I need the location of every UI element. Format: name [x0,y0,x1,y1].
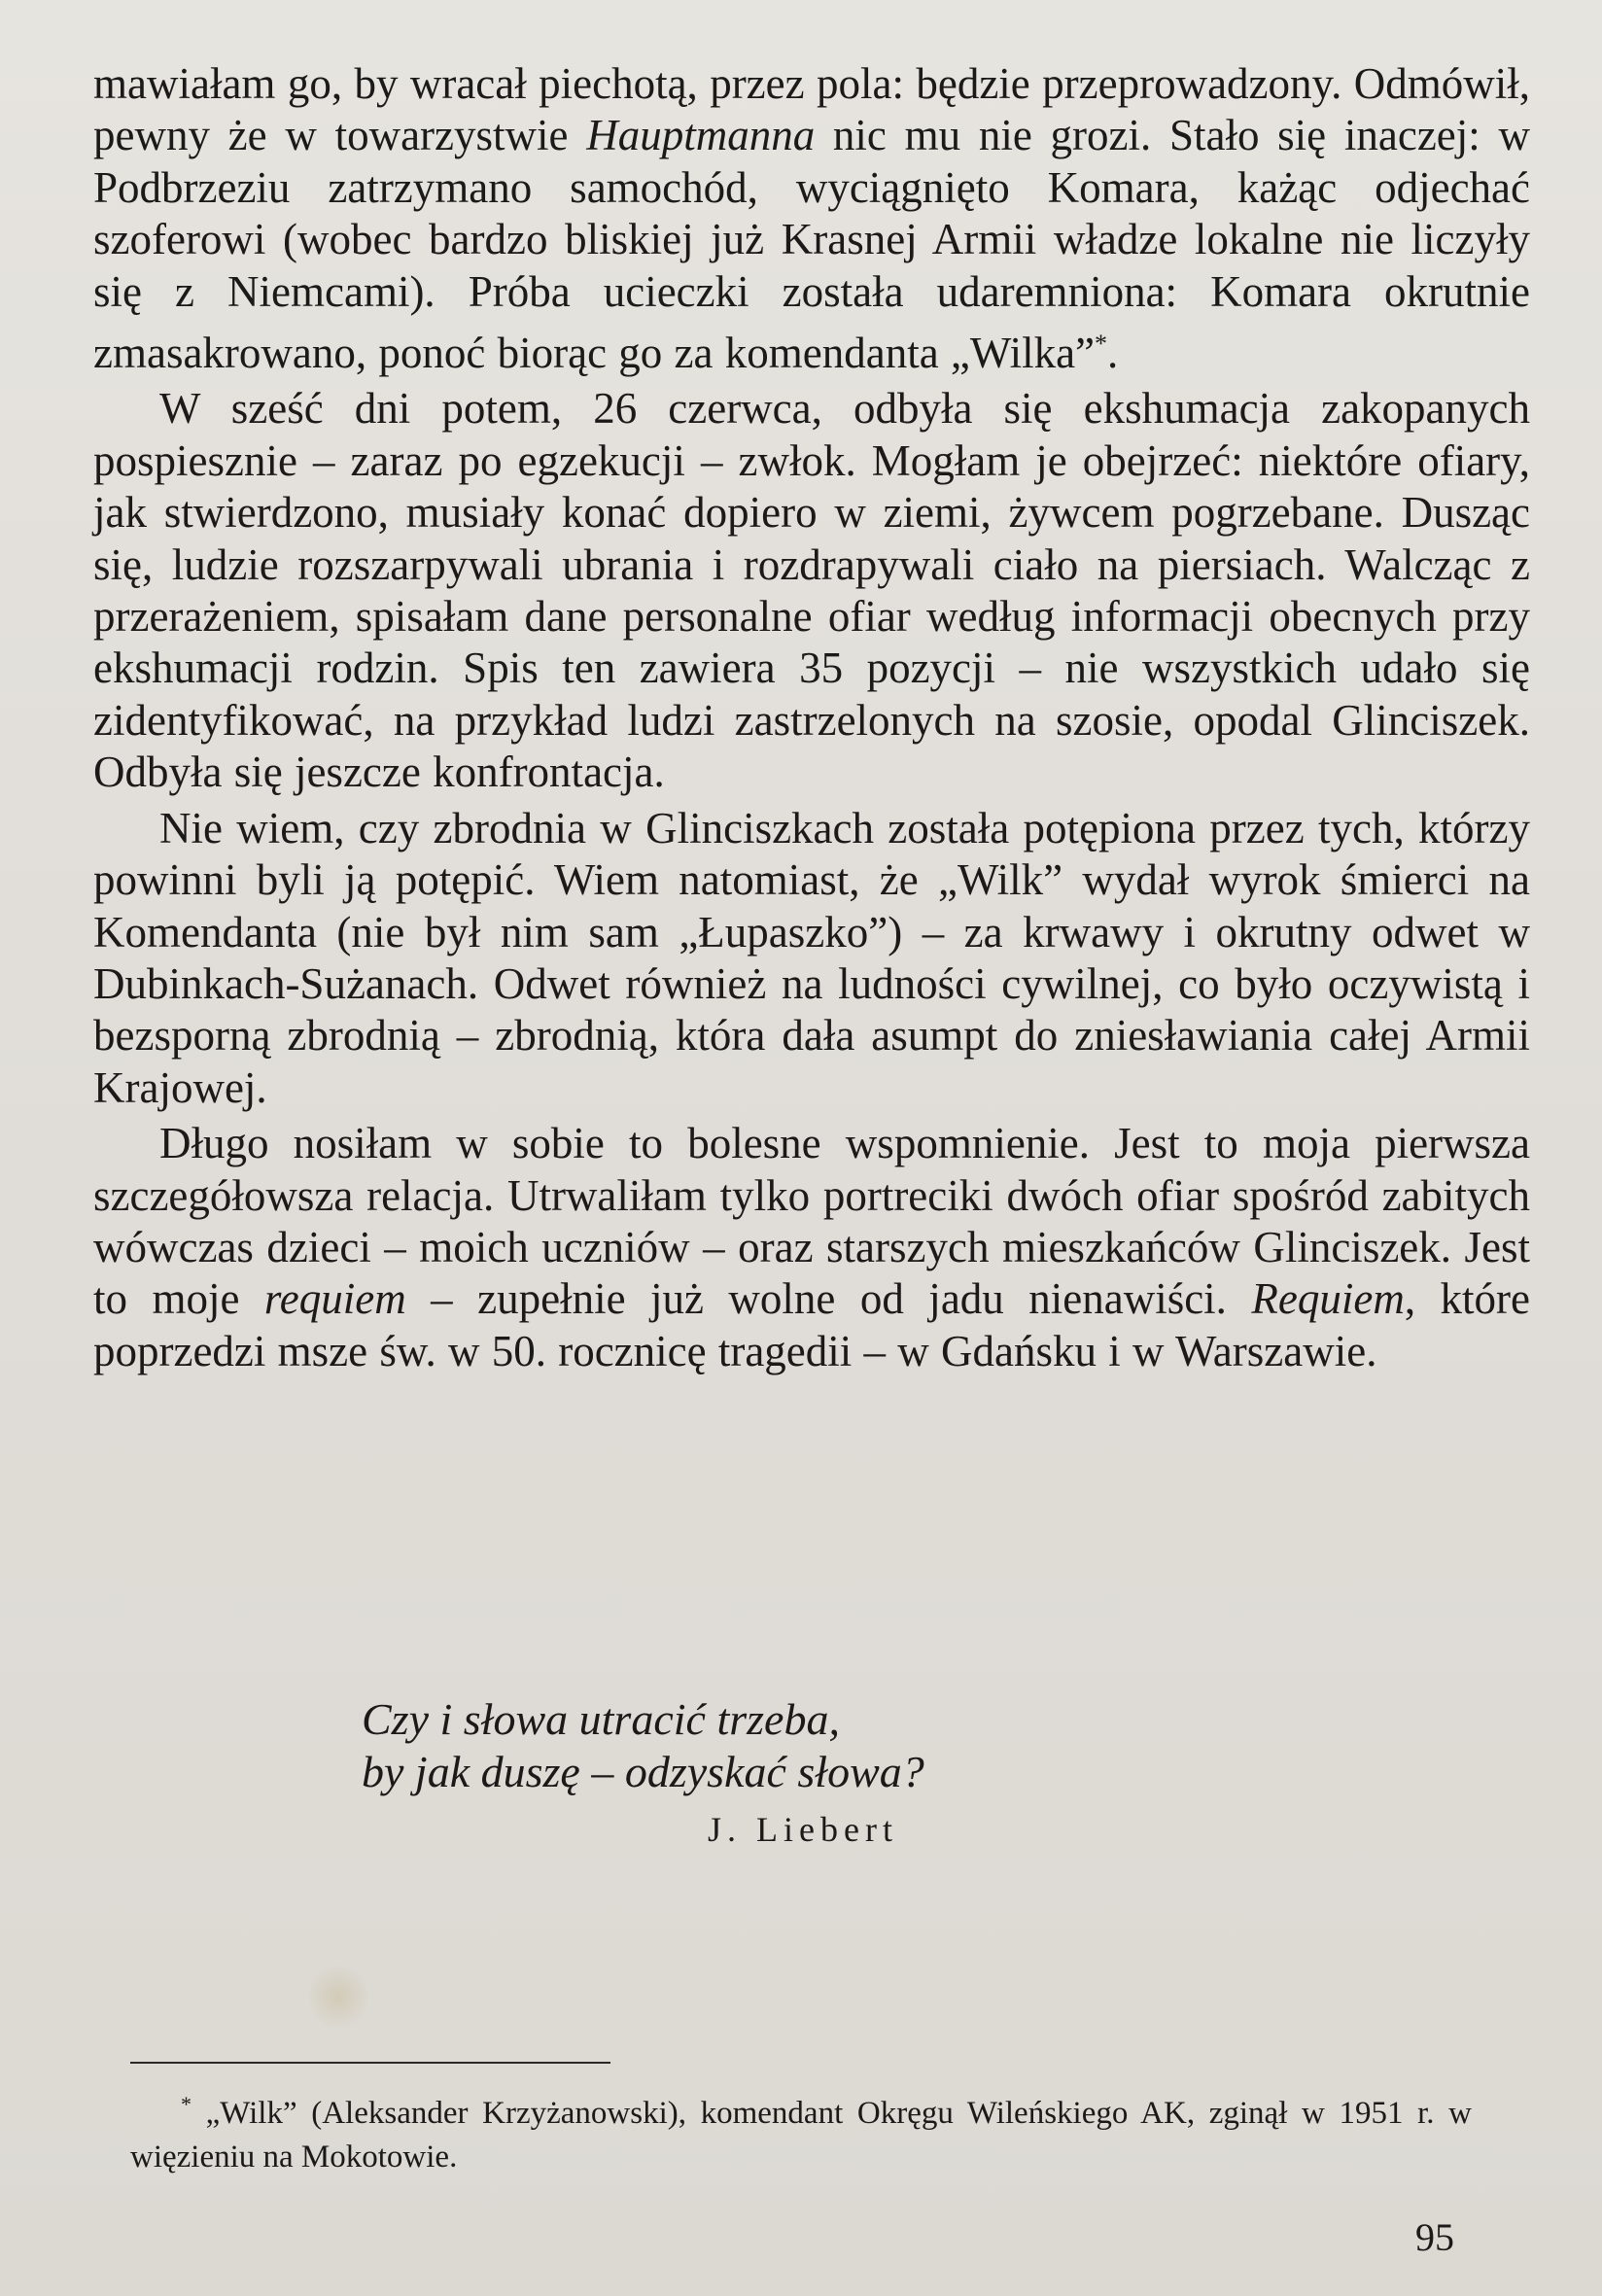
paragraph-1 [93,58,1530,379]
footnote-divider [130,2062,610,2064]
footnote-text: „Wilk” (Aleksander Krzyżanowski), komendant Okręgu Wileńskiego AK, zginął w 1951 r. w więzieniu na Mokotowie. [130,2096,1472,2174]
paper-stain [309,1960,367,2034]
paragraph-4-part-b: – zupełnie już wolne od jadu nienawiści. [405,1274,1252,1324]
epigraph-quote [362,1693,924,1798]
quote-line-2: by jak duszę – odzyskać słowa? [362,1747,924,1796]
paragraph-4-italic-requiem: requiem [263,1274,406,1324]
main-text [93,58,1530,1377]
paragraph-4-part-c: , które poprzedzi msze św. w 50. rocznicę tragedii – w Gdańsku i w Warszawie. [93,1274,1530,1375]
paragraph-4-italic-requiem-2: Requiem [1251,1274,1405,1324]
footnote-reference: * [1095,330,1108,359]
paragraph-1-rest: nic mu nie grozi. Stało się inaczej: w Podbrzeziu zatrzymano samochód, wyciągnięto Komara, każąc odjechać szoferowi (wobec bardzo bliskiej już Krasnej Armii władze lokalne nie liczyły się z Niemcami). Próba ucieczki została udaremniona: Komara okrutnie zmasakrowano, ponoć biorąc go za komendanta „Wilka” [93,111,1530,378]
paragraph-1-italic: Hauptmanna [586,111,816,160]
page-number: 95 [1415,2215,1454,2259]
paragraph-4 [93,1118,1530,1377]
paragraph-3: Nie wiem, czy zbrodnia w Glinciszkach została potępiona przez tych, którzy powinni byli ją potępić. Wiem natomiast, że „Wilk” wydał wyrok śmierci na Komendanta (nie był nim sam „Łupaszko”) – za krwawy i okrutny odwet w Dubinkach-Sużanach. Odwet również na ludności cywilnej, co było oczywistą i bezsporną zbrodnią – zbrodnią, która dała asumpt do zniesławiania całej Armii Krajowej. [93,803,1530,1112]
quote-line-1: Czy i słowa utracić trzeba, [362,1694,840,1744]
paragraph-2: W sześć dni potem, 26 czerwca, odbyła się ekshumacja zakopanych pospiesznie – zaraz po egzekucji – zwłok. Mogłam je obejrzeć: niektóre ofiary, jak stwierdzono, musiały konać dopiero w ziemi, żywcem pogrzebane. Dusząc się, ludzie rozszarpywali ubrania i rozdrapywali ciało na piersiach. Walcząc z przerażeniem, spisałam dane personalne ofiar według informacji obecnych przy ekshumacji rodzin. Spis ten zawiera 35 pozycji – nie wszystkich udało się zidentyfikować, na przykład ludzi zastrzelonych na szosie, opodal Glinciszek. Odbyła się jeszcze konfrontacja. [93,384,1530,797]
paragraph-4-part-a: Długo nosiłam w sobie to bolesne wspomnienie. Jest to moja pierwsza szczegółowsza relacja. Utrwaliłam tylko portreciki dwóch ofiar spośród zabitych wówczas dzieci – moich uczniów – oraz starszych mieszkańców Glinciszek. Jest to moje [93,1119,1530,1324]
paragraph-1-end: . [1107,329,1119,378]
quote-author: J. Liebert [708,1810,898,1849]
footnote-mark: * [181,2092,192,2116]
paragraph-1-start: mawiałam go, by wracał piechotą, przez pola: będzie przeprowadzony. Odmówił, pewny że w towarzystwie [93,59,1530,160]
footnote [130,2082,1472,2179]
